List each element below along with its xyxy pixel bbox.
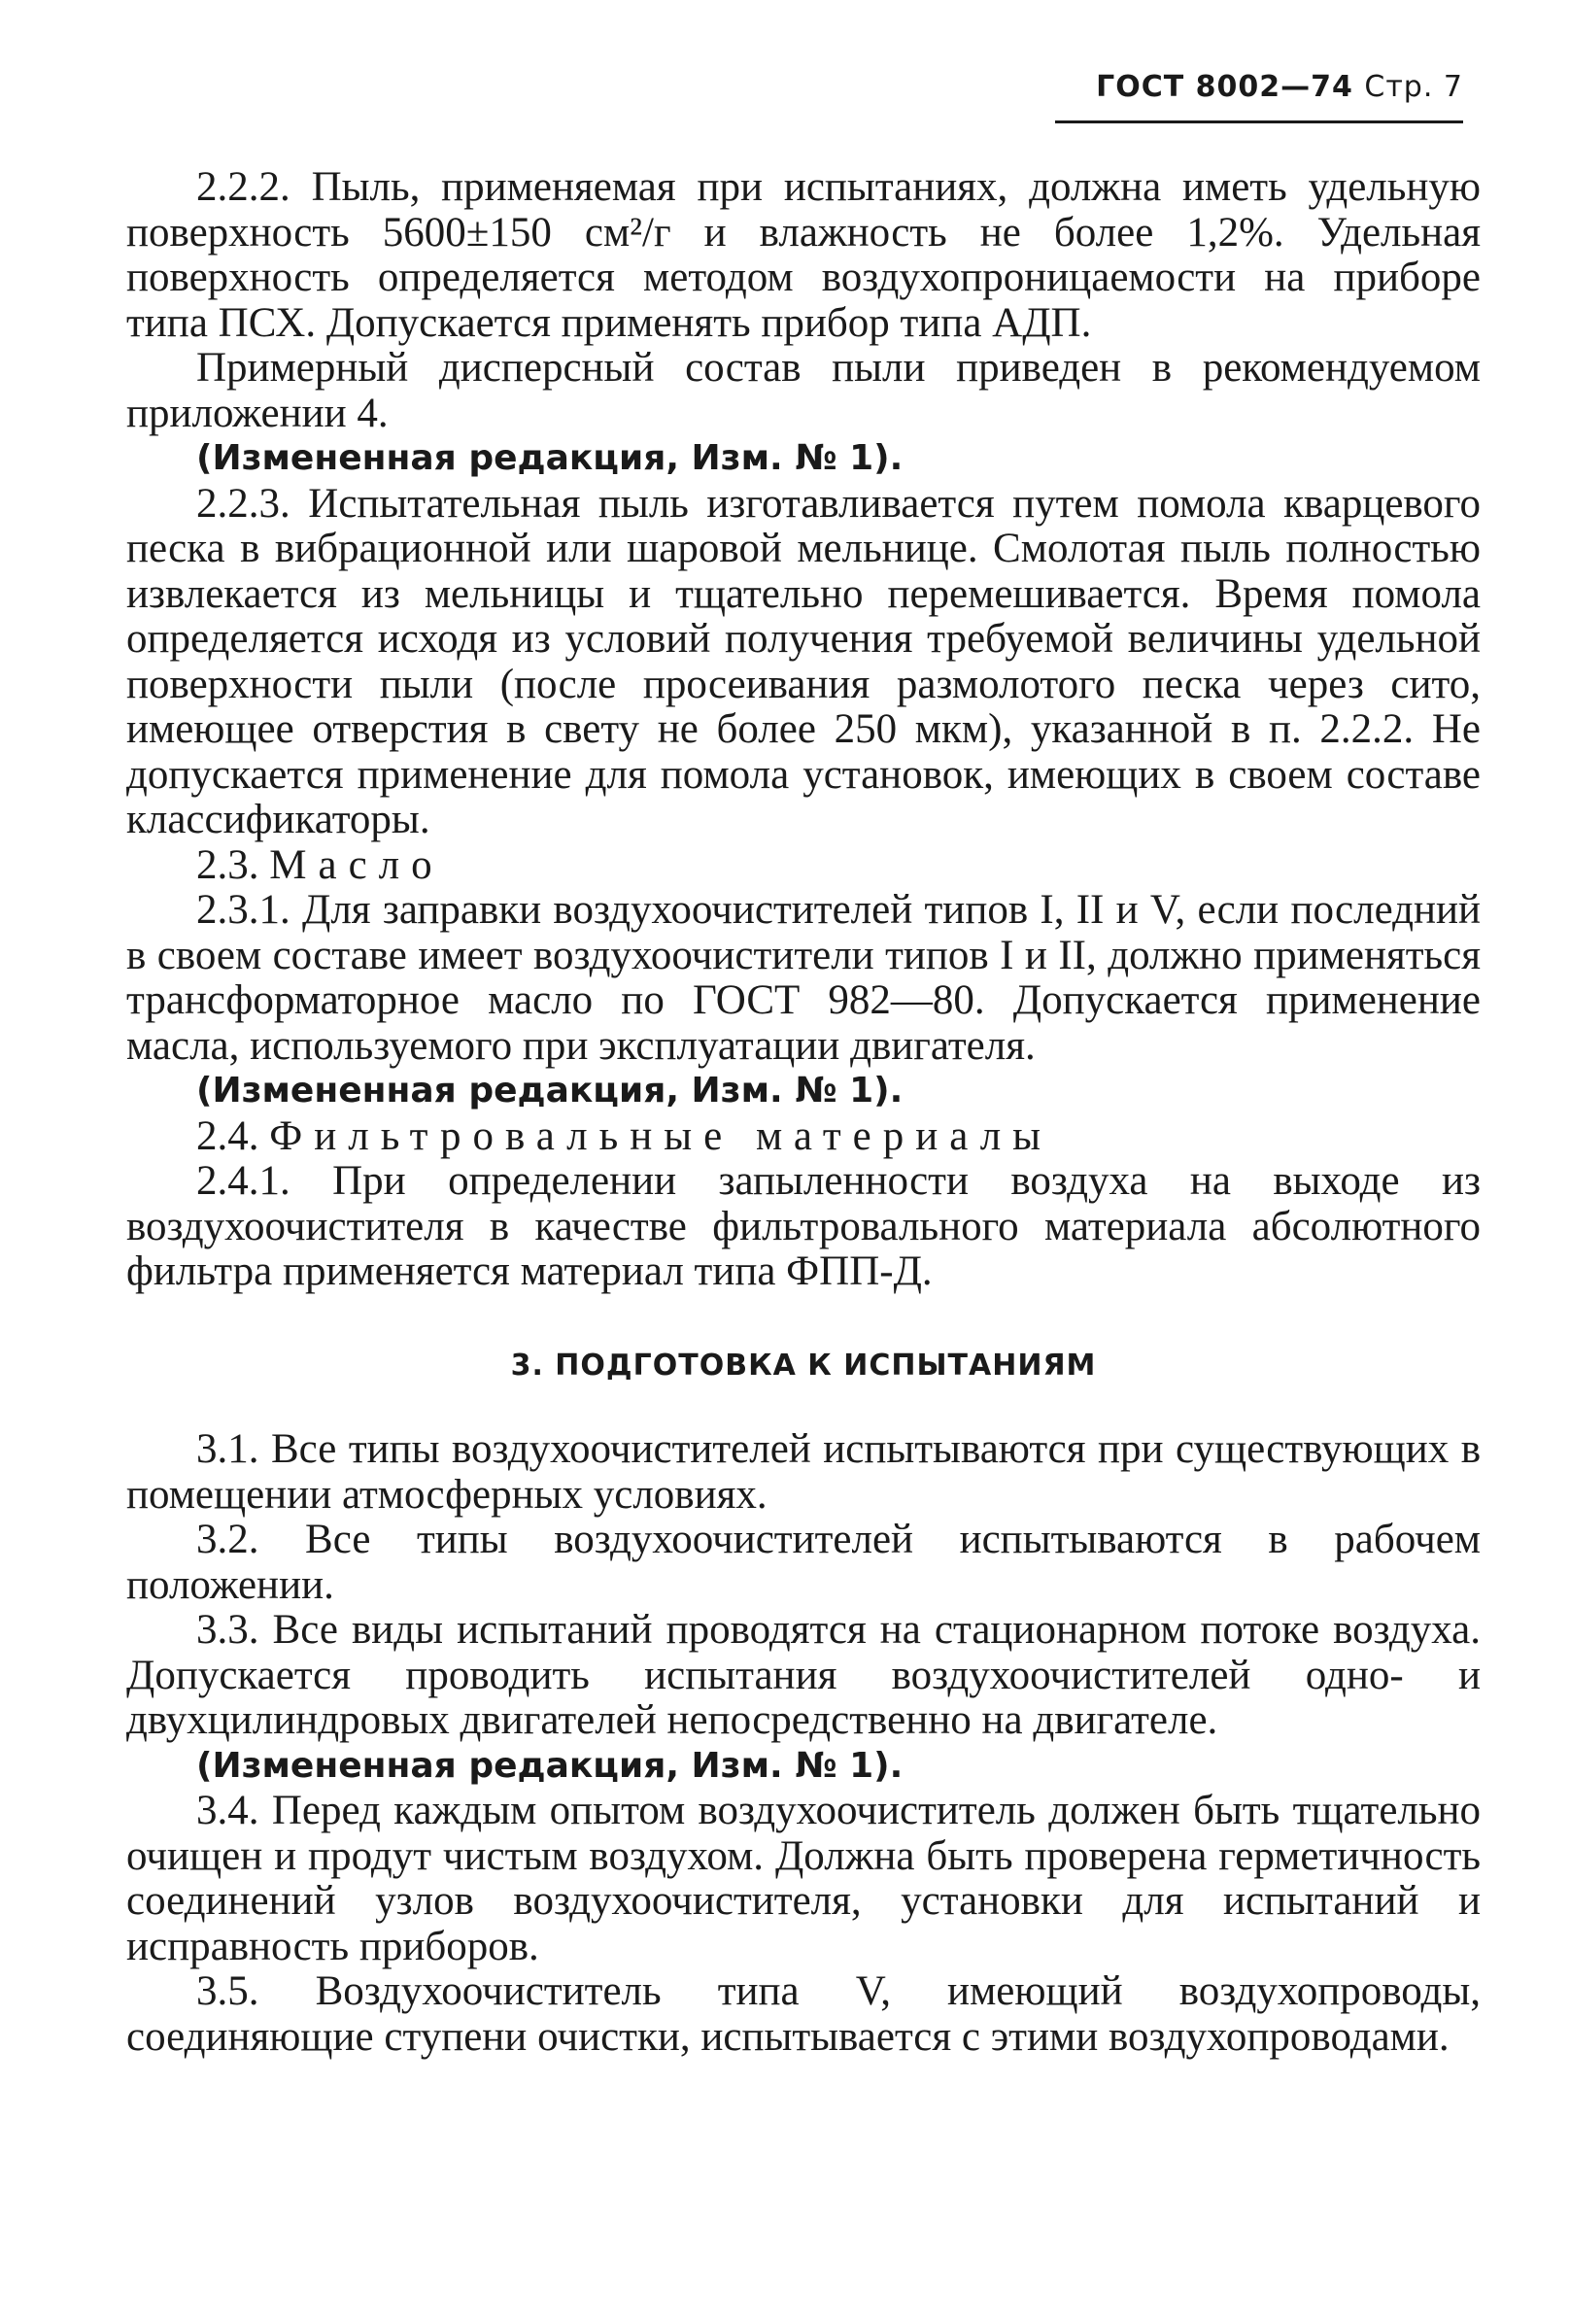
- paragraph-3-4: 3.4. Перед каждым опытом воздухоочиститель должен быть тщательно очищен и продут чистым воздухом. Должна быть проверена герметичность соединений узлов воздухоочистителя, установки для испытаний и исправность приборов.: [126, 1788, 1481, 1969]
- subheading-2-3: [126, 843, 1481, 889]
- document-body: [126, 165, 1481, 2060]
- page-number: Стр. 7: [1364, 70, 1463, 104]
- standard-number: ГОСТ 8002—74: [1096, 70, 1353, 104]
- paragraph-3-3: 3.3. Все виды испытаний проводятся на стационарном потоке воздуха. Допускается проводить испытания воздухоочистителей одно- и двухцилиндровых двигателей непосредственно на двигателе.: [126, 1607, 1481, 1743]
- header-rule: [1055, 120, 1463, 123]
- paragraph-appendix-ref: Примерный дисперсный состав пыли приведен в рекомендуемом приложении 4.: [126, 345, 1481, 436]
- paragraph-3-5: 3.5. Воздухоочиститель типа V, имеющий воздухопроводы, соединяющие ступени очистки, испытывается с этими воздухопроводами.: [126, 1968, 1481, 2060]
- subheading-2-4: [126, 1114, 1481, 1160]
- subheading-title: Фильтровальные материалы: [269, 1112, 1053, 1159]
- amendment-note: (Измененная редакция, Изм. № 1).: [196, 1745, 904, 1786]
- amendment-note: (Измененная редакция, Изм. № 1).: [196, 438, 904, 478]
- subheading-number: 2.3.: [196, 841, 259, 888]
- paragraph-2-2-2: 2.2.2. Пыль, применяемая при испытаниях, должна иметь удельную поверхность 5600±150 см²/г и влажность не более 1,2%. Удельная поверхность определяется методом воздухопроницаемости на приборе типа ПСХ. Допускается применять прибор типа АДП.: [126, 164, 1481, 346]
- subheading-number: 2.4.: [196, 1112, 259, 1159]
- section-heading: 3. ПОДГОТОВКА К ИСПЫТАНИЯМ: [510, 1348, 1097, 1383]
- paragraph-2-4-1: 2.4.1. При определении запыленности воздуха на выходе из воздухоочистителя в качестве фильтровального материала абсолютного фильтра применяется материал типа ФПП-Д.: [126, 1158, 1481, 1294]
- paragraph-2-3-1: 2.3.1. Для заправки воздухоочистителей типов I, II и V, если последний в своем составе имеет воздухоочистители типов I и II, должно применяться трансформаторное масло по ГОСТ 982—80. Допускается применение масла, используемого при эксплуатации двигателя.: [126, 887, 1481, 1069]
- amendment-note: (Измененная редакция, Изм. № 1).: [196, 1071, 904, 1111]
- page-header: [1096, 70, 1463, 110]
- paragraph-3-1: 3.1. Все типы воздухоочистителей испытываются при существующих в помещении атмосферных условиях.: [126, 1426, 1481, 1518]
- paragraph-3-2: 3.2. Все типы воздухоочистителей испытываются в рабочем положении.: [126, 1517, 1481, 1608]
- paragraph-2-2-3: 2.2.3. Испытательная пыль изготавливается путем помола кварцевого песка в вибрационной или шаровой мельнице. Смолотая пыль полностью извлекается из мельницы и тщательно перемешивается. Время помола определяется исходя из условий получения требуемой величины удельной поверхности пыли (после просеивания размолотого песка через сито, имеющее отверстия в свету не более 250 мкм), указанной в п. 2.2.2. Не допускается применение для помола установок, имеющих в своем составе классификаторы.: [126, 480, 1481, 842]
- subheading-title: Масло: [269, 841, 444, 888]
